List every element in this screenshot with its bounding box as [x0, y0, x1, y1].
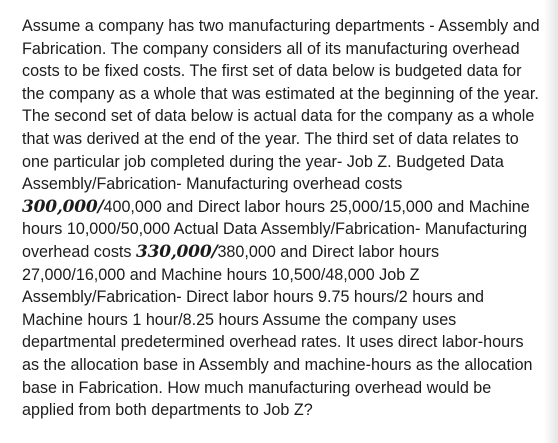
question-text — [22, 15, 542, 422]
rendered-math-actual-overhead: 330,000/ — [135, 241, 218, 262]
rendered-math-budgeted-overhead: 300,000/ — [22, 196, 104, 217]
question-text-part-1: Assume a company has two manufacturing departments - Assembly and Fabrication. The company considers all of its manufacturing overhead costs to be fixed costs. The first set of data below is budgeted data for the company as a whole that was estimated at the beginning of the year. The second set of data below is actual data for the company as a whole that was derived at the end of the year. The third set of data relates to one particular job completed during the year- Job Z. Budgeted Data Assembly/Fabrication- Manufacturing overhead costs — [22, 17, 540, 194]
question-text-part-2: 400,000 and Direct labor hours 25,000/15,000 and Machine hours 10,000/50,000 Actual Data Assembly/Fabrication- Manufacturing overhead costs — [22, 197, 530, 261]
right-edge-shadow — [544, 0, 558, 443]
question-text-part-3: 380,000 and Direct labor hours 27,000/16,000 and Machine hours 10,500/48,000 Job Z Assembly/Fabrication- Direct labor hours 9.75 hours/2 hours and Machine hours 1 hour/8.25 hours Assume the company uses departmental predetermined overhead rates. It uses direct labor-hours as the allocation base in Assembly and machine-hours as the allocation base in Fabrication. How much manufacturing overhead would be applied from both departments to Job Z? — [22, 242, 533, 420]
